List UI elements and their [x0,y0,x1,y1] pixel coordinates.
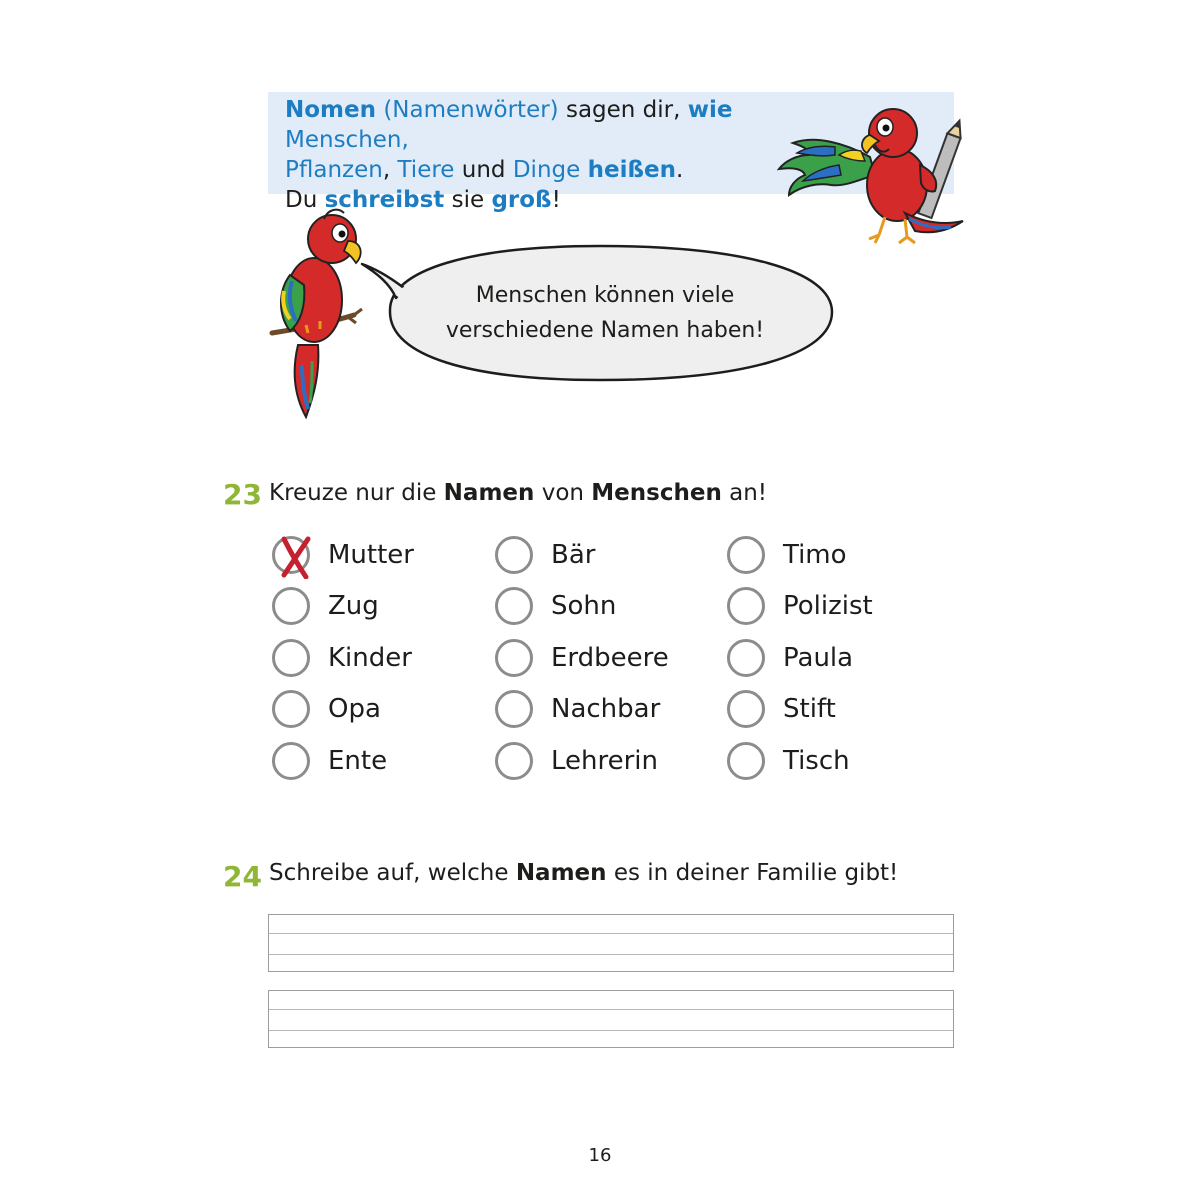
option-mutter[interactable] [272,532,414,578]
info-line-3: Du schreibst sie groß! [285,187,561,213]
option-timo[interactable] [727,532,847,578]
option-label: Lehrerin [551,746,659,776]
info-line-2: Pflanzen, Tiere und Dinge heißen. [285,157,684,183]
checkbox[interactable] [727,690,765,728]
option-label: Polizist [783,591,873,621]
option-label: Stift [783,694,836,724]
option-ente[interactable] [272,738,387,784]
task-24-instruction: Schreibe auf, welche Namen es in deiner Familie gibt! [269,860,899,886]
info-line-1: Nomen (Namenwörter) sagen dir, wie Menschen, [285,97,733,153]
option-polizist[interactable] [727,583,873,629]
checkbox[interactable] [272,742,310,780]
option-label: Nachbar [551,694,661,724]
option-kinder[interactable] [272,635,412,681]
option-label: Tisch [783,746,850,776]
option-erdbeere[interactable] [495,635,669,681]
option-label: Ente [328,746,388,776]
option-label: Timo [783,540,847,570]
checkbox[interactable] [727,587,765,625]
option-sohn[interactable] [495,583,616,629]
checkbox[interactable] [495,587,533,625]
x-mark-icon [278,535,314,579]
option-label: Paula [783,643,854,673]
option-lehrerin[interactable] [495,738,658,784]
option-label: Opa [328,694,381,724]
option-label: Kinder [328,643,412,673]
option-label: Bär [551,540,596,570]
speech-bubble-text [410,278,800,348]
option-label: Erdbeere [551,643,669,673]
option-paula[interactable] [727,635,853,681]
writing-lines-2[interactable] [268,990,954,1048]
option-tisch[interactable] [727,738,850,784]
writing-lines-1[interactable] [268,914,954,972]
checkbox[interactable] [727,742,765,780]
checkbox[interactable] [272,587,310,625]
checkbox[interactable] [495,742,533,780]
option-stift[interactable] [727,686,836,732]
task-number-23: 23 [223,478,262,511]
parrot-on-branch-illustration [268,205,368,420]
option-label: Mutter [328,540,414,570]
speech-line-2: verschiedene Namen haben! [445,318,765,343]
option-bär[interactable] [495,532,595,578]
checkbox[interactable] [495,639,533,677]
task-23-instruction: Kreuze nur die Namen von Menschen an! [269,480,768,506]
checkbox[interactable] [495,690,533,728]
info-text [285,95,845,215]
option-label: Zug [328,591,379,621]
option-zug[interactable] [272,583,379,629]
checkbox[interactable] [727,536,765,574]
checked-checkbox[interactable] [272,536,310,574]
speech-line-1: Menschen können viele [475,283,735,308]
page-number: 16 [588,1145,612,1166]
option-label: Sohn [551,591,617,621]
checkbox[interactable] [495,536,533,574]
task-number-24: 24 [223,860,262,893]
checkbox[interactable] [272,639,310,677]
option-opa[interactable] [272,686,381,732]
checkbox[interactable] [272,690,310,728]
parrot-with-pencil-illustration [775,95,970,250]
option-nachbar[interactable] [495,686,660,732]
checkbox[interactable] [727,639,765,677]
